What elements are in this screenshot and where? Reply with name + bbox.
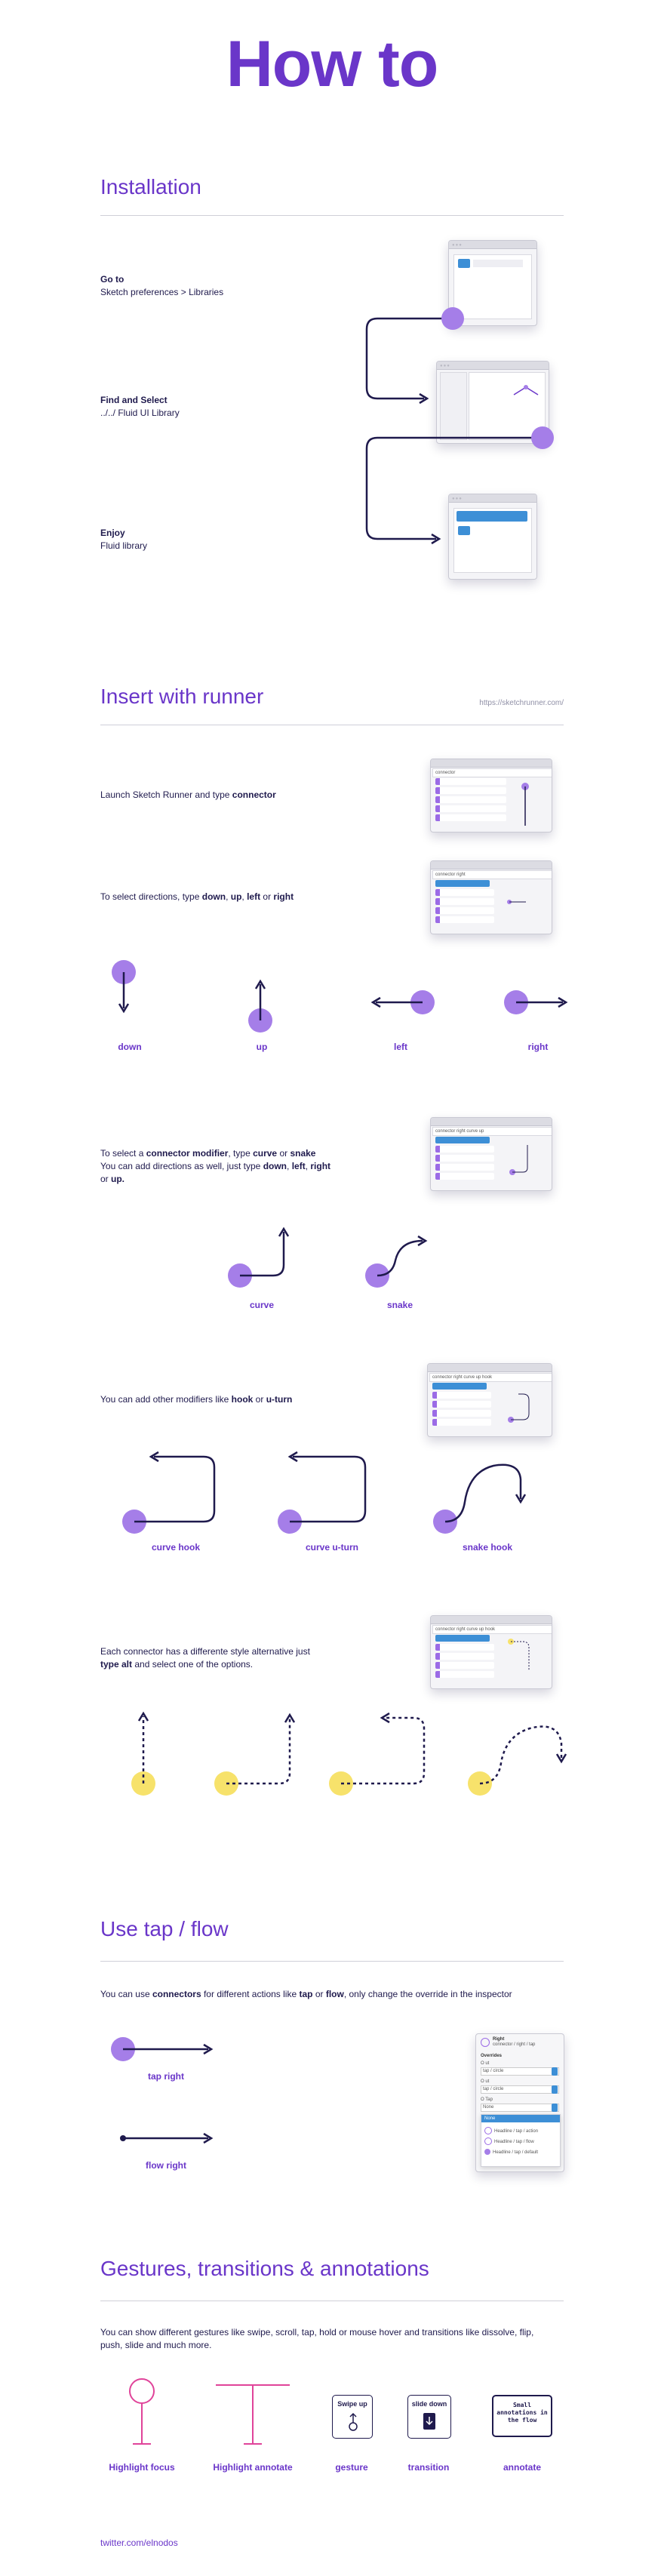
highlight-focus-graphic xyxy=(130,2379,154,2444)
example-snake-hook xyxy=(433,1465,525,1534)
label-curve: curve xyxy=(249,1300,275,1310)
example-left xyxy=(373,990,435,1014)
runner-preview-right xyxy=(506,899,536,906)
install-step-detail: ../../ Fluid UI Library xyxy=(100,408,180,418)
install-step-heading: Go to xyxy=(100,274,124,285)
runner-screenshot-connector: connector xyxy=(430,759,552,833)
twitter-link[interactable]: twitter.com/elnodos xyxy=(100,2538,178,2548)
inspector-override-select[interactable]: tap / circle xyxy=(481,2067,559,2076)
section-title-tap-flow: Use tap / flow xyxy=(100,1917,229,1940)
label-tap-right: tap right xyxy=(148,2071,184,2082)
runner-modifier-text: To select a connector modifier, type curve or snake You can add directions as well, just type down, left, right or up. xyxy=(100,1148,331,1184)
divider xyxy=(100,1961,564,1962)
runner-directions-text: To select directions, type down, up, left or right xyxy=(100,891,294,902)
installation-flow-connector xyxy=(0,0,664,604)
direction-examples xyxy=(0,951,664,1042)
runner-style-alt-text: Each connector has a differente style alternative just type alt and select one of the options. xyxy=(100,1646,310,1670)
inspector-symbol-icon xyxy=(481,2038,490,2047)
label-gesture: gesture xyxy=(335,2462,368,2473)
install-step-detail: Sketch preferences > Libraries xyxy=(100,287,224,297)
section-title-gestures: Gestures, transitions & annotations xyxy=(100,2257,429,2280)
example-alt-snake xyxy=(468,1727,566,1796)
runner-screenshot-curve: connector right curve up xyxy=(430,1117,552,1191)
highlight-annotate-graphic xyxy=(216,2385,290,2444)
section-title-installation: Installation xyxy=(100,175,201,199)
example-down xyxy=(112,960,136,1011)
chevron-down-icon[interactable] xyxy=(552,2085,558,2094)
inspector-symbol-path: connector / right / tap xyxy=(493,2042,536,2047)
runner-preview-alt xyxy=(506,1637,536,1675)
fluid-library-screenshot: ●●● xyxy=(448,494,537,580)
label-transition: transition xyxy=(407,2462,450,2473)
example-flow-right xyxy=(120,2134,211,2143)
other-modifier-examples xyxy=(0,1449,664,1540)
runner-preview-curve xyxy=(506,1140,536,1178)
swipe-up-label: Swipe up xyxy=(337,2400,367,2408)
sketchrunner-link[interactable]: https://sketchrunner.com/ xyxy=(479,699,564,707)
inspector-field-label: O Tap xyxy=(481,2097,493,2102)
label-left: left xyxy=(394,1042,407,1052)
label-snake-hook: snake hook xyxy=(462,1542,513,1553)
example-alt-up xyxy=(131,1713,155,1796)
example-alt-curve xyxy=(214,1715,294,1796)
example-tap-right xyxy=(111,2037,211,2061)
inspector-tap-select[interactable]: None xyxy=(481,2104,559,2112)
inspector-symbol-name: Right xyxy=(493,2037,505,2042)
runner-screenshot-hook: connector right curve up hook xyxy=(427,1363,552,1437)
dropdown-option[interactable]: Headline / tap / flow xyxy=(484,2137,557,2147)
runner-launch-text: Launch Sketch Runner and type connector xyxy=(100,789,276,800)
gesture-swipe-up-box xyxy=(332,2395,373,2439)
label-down: down xyxy=(118,1042,142,1052)
label-flow-right: flow right xyxy=(146,2160,186,2171)
example-alt-hook xyxy=(329,1713,424,1796)
transition-slide-down-box xyxy=(407,2395,451,2439)
label-up: up xyxy=(256,1042,268,1052)
inspector-overrides-heading: Overrides xyxy=(481,2054,503,2058)
runner-screenshot-direction: connector right xyxy=(430,860,552,934)
label-curve-u-turn: curve u-turn xyxy=(305,1542,358,1553)
dropdown-option[interactable]: Headline / tap / action xyxy=(484,2127,557,2136)
inspector-dropdown-menu xyxy=(481,2114,561,2167)
example-curve-hook xyxy=(122,1452,214,1534)
inspector-field-label: O ut xyxy=(481,2079,490,2084)
annotation-note-box: Small annotations in the flow xyxy=(492,2395,552,2437)
example-right xyxy=(504,990,566,1014)
page-title: How to xyxy=(226,28,438,100)
preferences-screenshot: ●●● xyxy=(448,240,537,326)
modifier-examples xyxy=(0,1215,664,1291)
inspector-panel xyxy=(475,2033,564,2172)
chevron-down-icon[interactable] xyxy=(552,2104,558,2112)
style-alt-examples xyxy=(0,1706,664,1804)
swipe-up-icon xyxy=(345,2412,361,2432)
label-right: right xyxy=(527,1042,549,1052)
slide-down-label: slide down xyxy=(411,2400,447,2408)
tap-flow-examples xyxy=(0,2030,302,2151)
runner-screenshot-alt: connector right curve up hook xyxy=(430,1615,552,1689)
label-highlight-annotate: Highlight annotate xyxy=(213,2462,293,2473)
chevron-down-icon[interactable] xyxy=(552,2067,558,2076)
runner-preview-down xyxy=(514,782,536,827)
example-curve xyxy=(228,1229,288,1288)
install-step-heading: Find and Select xyxy=(100,395,168,405)
inspector-field-label: O ut xyxy=(481,2061,490,2066)
example-curve-u-turn xyxy=(278,1452,365,1534)
label-snake: snake xyxy=(386,1300,413,1310)
dropdown-option-selected[interactable]: None xyxy=(481,2115,560,2122)
example-snake xyxy=(365,1236,426,1288)
library-screenshot: ●●● xyxy=(436,361,549,444)
example-up xyxy=(248,981,272,1033)
install-step-heading: Enjoy xyxy=(100,528,125,538)
section-title-runner: Insert with runner xyxy=(100,685,264,708)
install-step-detail: Fluid library xyxy=(100,540,148,551)
runner-other-modifiers-text: You can add other modifiers like hook or u-turn xyxy=(100,1394,293,1405)
inspector-override-select[interactable]: tap / circle xyxy=(481,2085,559,2094)
runner-preview-hook xyxy=(506,1390,536,1427)
tap-flow-description: You can use connectors for different actions like tap or flow, only change the override in the inspector xyxy=(100,1989,512,1999)
label-highlight-focus: Highlight focus xyxy=(109,2462,175,2473)
label-curve-hook: curve hook xyxy=(151,1542,201,1553)
label-annotate: annotate xyxy=(503,2462,541,2473)
dropdown-option[interactable]: Headline / tap / default xyxy=(484,2148,557,2157)
slide-down-icon xyxy=(423,2412,436,2430)
gestures-description: You can show different gestures like swipe, scroll, tap, hold or mouse hover and transitions like dissolve, flip, push, slide and much more. xyxy=(100,2327,534,2350)
